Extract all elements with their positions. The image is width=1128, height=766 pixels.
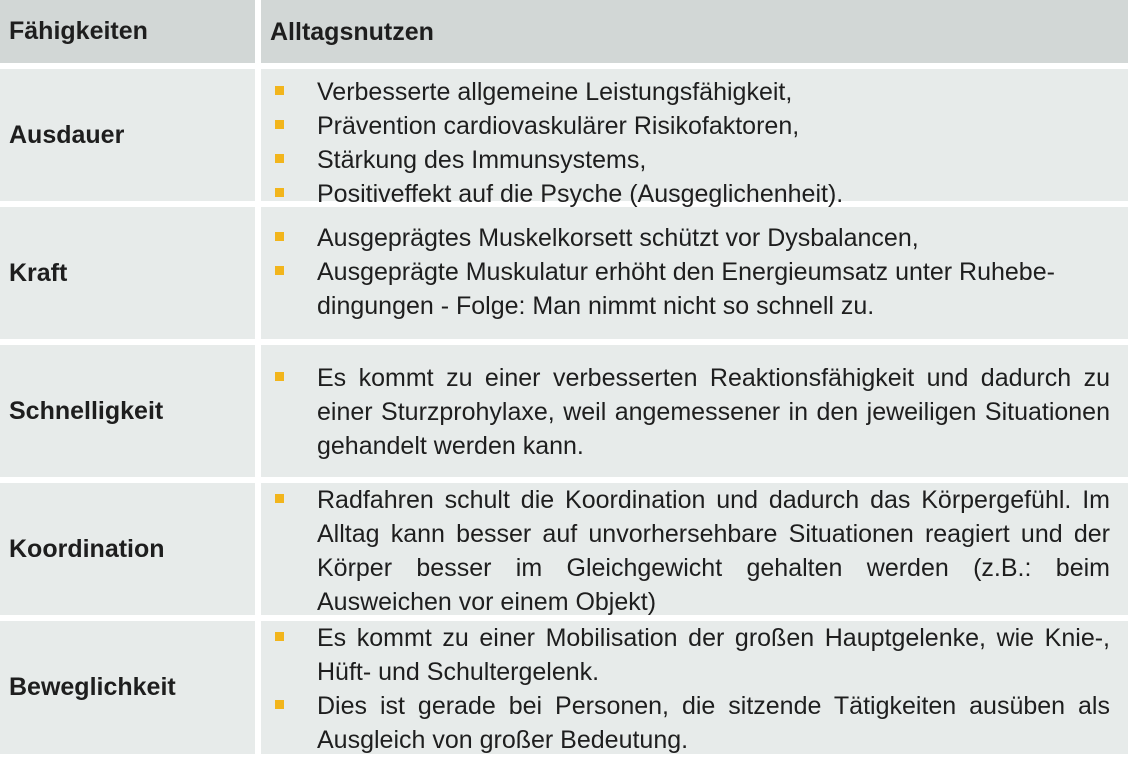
list-item xyxy=(270,177,1110,211)
list-item xyxy=(270,221,1110,255)
list-item xyxy=(270,483,1110,619)
benefit-text: Dies ist gerade bei Personen, die sitzende Tätigkeiten ausüben als Ausgleich von großer Bedeutung. xyxy=(317,692,1110,754)
table-row xyxy=(0,69,1128,208)
benefit-text: Es kommt zu einer Mobilisation der großen Hauptgelenke, wie Knie-, Hüft- und Schultergelenk. xyxy=(317,624,1110,686)
benefit-list xyxy=(270,75,1110,211)
benefits-cell xyxy=(261,621,1128,754)
benefit-text: Ausgeprägte Muskulatur erhöht den Energieumsatz unter Ruhebe- dingungen - Folge: Man nimmt nicht so schnell zu. xyxy=(317,258,1055,320)
square-bullet-icon xyxy=(275,154,284,163)
benefit-text: Ausgeprägtes Muskelkorsett schützt vor Dysbalancen, xyxy=(317,224,919,252)
square-bullet-icon xyxy=(275,494,284,503)
ability-cell: Kraft xyxy=(0,207,255,339)
square-bullet-icon xyxy=(275,266,284,275)
benefit-text: Radfahren schult die Koordination und dadurch das Körpergefühl. Im Alltag kann besser auf unvorhersehbare Situationen reagiert und der Körper besser im Gleichgewicht gehalten werden (z.B.: beim Ausweichen vor einem Objekt) xyxy=(317,486,1110,616)
benefit-list xyxy=(270,483,1110,619)
benefit-text: Es kommt zu einer verbesserten Reaktionsfähigkeit und dadurch zu einer Sturzprohylaxe, weil angemessener in den jeweiligen Situationen gehandelt werden kann. xyxy=(317,364,1110,460)
square-bullet-icon xyxy=(275,632,284,641)
table-header-row xyxy=(0,0,1128,63)
square-bullet-icon xyxy=(275,232,284,241)
table-row xyxy=(0,207,1128,339)
benefits-cell xyxy=(261,69,1128,208)
header-benefits: Alltagsnutzen xyxy=(261,0,1128,63)
benefits-cell xyxy=(261,207,1128,339)
benefits-cell xyxy=(261,345,1128,477)
list-item xyxy=(270,255,1110,323)
table-row xyxy=(0,483,1128,615)
square-bullet-icon xyxy=(275,700,284,709)
benefit-text: Stärkung des Immunsystems, xyxy=(317,146,647,174)
square-bullet-icon xyxy=(275,86,284,95)
square-bullet-icon xyxy=(275,120,284,129)
list-item xyxy=(270,361,1110,463)
list-item xyxy=(270,621,1110,689)
benefit-text: Prävention cardiovaskulärer Risikofaktoren, xyxy=(317,112,800,140)
benefits-cell xyxy=(261,483,1128,615)
list-item xyxy=(270,75,1110,109)
ability-cell: Schnelligkeit xyxy=(0,345,255,477)
benefit-list xyxy=(270,361,1110,463)
list-item xyxy=(270,143,1110,177)
square-bullet-icon xyxy=(275,372,284,381)
benefit-list xyxy=(270,221,1110,323)
ability-cell: Ausdauer xyxy=(0,69,255,201)
ability-cell: Beweglichkeit xyxy=(0,621,255,754)
table-row xyxy=(0,621,1128,754)
list-item xyxy=(270,689,1110,757)
table-row xyxy=(0,345,1128,477)
square-bullet-icon xyxy=(275,188,284,197)
header-abilities: Fähigkeiten xyxy=(0,0,255,63)
ability-cell: Koordination xyxy=(0,483,255,615)
benefit-text: Positiveffekt auf die Psyche (Ausgeglichenheit). xyxy=(317,180,844,208)
benefit-list xyxy=(270,621,1110,757)
benefit-text: Verbesserte allgemeine Leistungsfähigkeit, xyxy=(317,78,793,106)
list-item xyxy=(270,109,1110,143)
